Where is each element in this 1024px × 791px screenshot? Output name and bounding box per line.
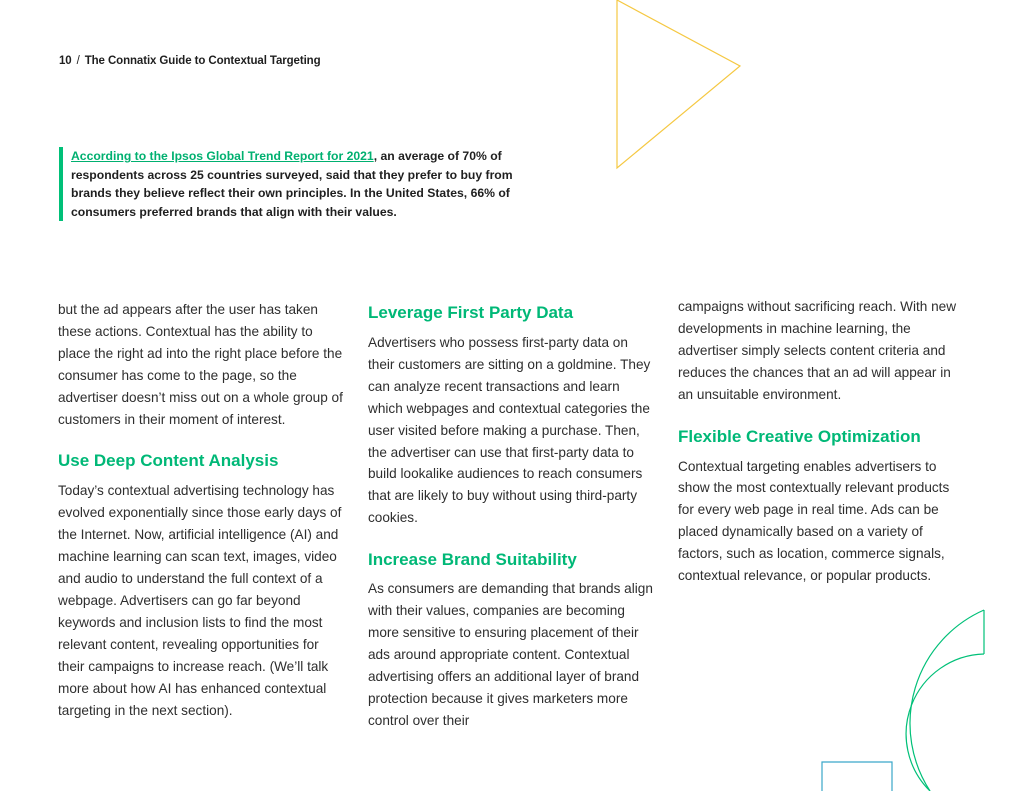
document-title: The Connatix Guide to Contextual Targeting <box>84 55 321 67</box>
page-number: 10 <box>59 55 72 67</box>
column-2-body-2: As consumers are demanding that brands align with their values, companies are becoming more sensitive to ensuring placement of their ads around appropriate content. Contextual advertising offers an additional layer of brand protection because it gives marketers more control over their <box>368 581 653 728</box>
column-2-body-1: Advertisers who possess first-party data on their customers are sitting on a goldmine. They can analyze recent transactions and learn which webpages and contextual categories the user visited before making a purchase. Then, the advertiser can use that first-party data to build lookalike audiences to reach consumers that are likely to buy without using third-party cookies. <box>368 335 651 526</box>
heading-brand-suitability: Increase Brand Suitability <box>368 550 577 570</box>
column-3 <box>678 296 968 587</box>
column-3-intro: campaigns without sacrificing reach. With new developments in machine learning, the advertiser simply selects content criteria and reduces the chances that an ad will appear in an unsuitable environment. <box>678 299 957 402</box>
page-header <box>59 55 321 67</box>
column-1-body: Today’s contextual advertising technology has evolved exponentially since those early days of the Internet. Now, artificial intelligence (AI) and machine learning can scan text, images, video and audio to understand the full context of a webpage. Advertisers can go far beyond keywords and inclusion lists to find the most relevant content, revealing opportunities for their campaigns to increase reach. (We’ll talk more about how AI has enhanced contextual targeting in the next section). <box>58 483 342 718</box>
heading-first-party-data: Leverage First Party Data <box>368 303 574 322</box>
column-2 <box>368 302 658 732</box>
heading-creative-optimization: Flexible Creative Optimization <box>678 426 921 446</box>
callout-quote <box>59 147 517 221</box>
column-1 <box>58 299 348 721</box>
square-decoration <box>820 760 895 791</box>
heading-deep-content-analysis: Use Deep Content Analysis <box>58 451 279 471</box>
triangle-decoration <box>600 0 750 175</box>
column-1-intro: but the ad appears after the user has taken these actions. Contextual has the ability to place the right ad into the right place before the consumer has come to the page, so the advertiser doesn’t miss out on a whole group of customers in their moment of interest. <box>58 302 343 427</box>
column-3-body: Contextual targeting enables advertisers to show the most contextually relevant products for every web page in real time. Ads can be placed dynamically based on a variety of factors, such as location, commerce signals, contextual relevance, or popular products. <box>678 458 950 584</box>
callout-text: , an average of 70% of respondents across 25 countries surveyed, said that they prefer to buy from brands they believe reflect their own principles. In the United States, 66% of consumers preferred brands that align with their values. <box>71 149 513 219</box>
header-separator: / <box>76 55 80 67</box>
source-link[interactable]: According to the Ipsos Global Trend Report for 2021 <box>71 149 374 163</box>
